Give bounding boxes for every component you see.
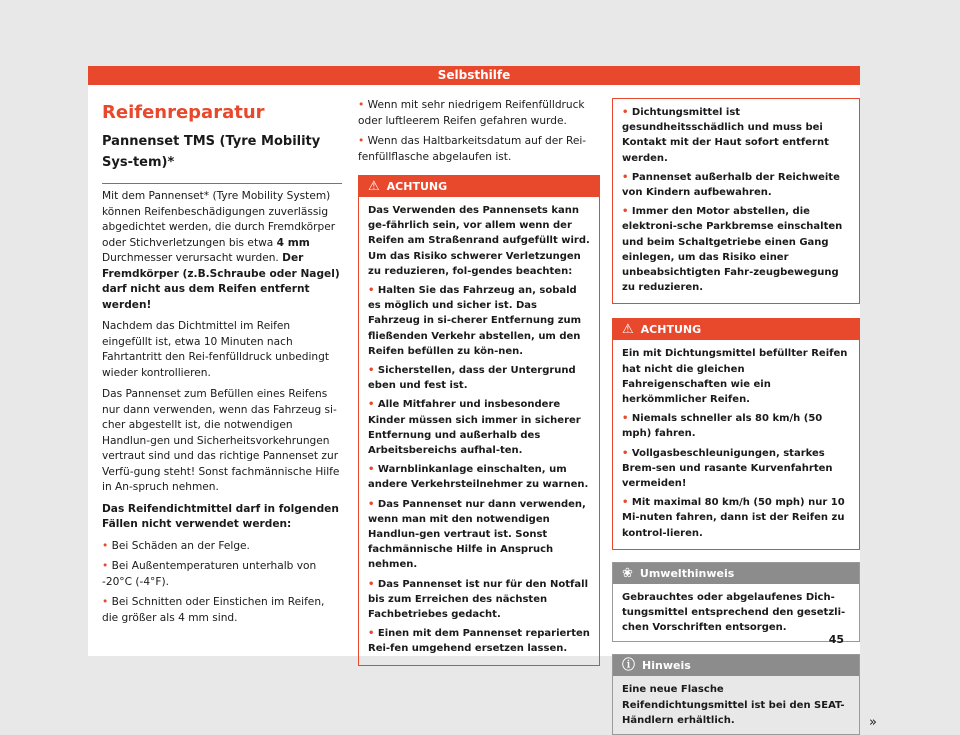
list-item: • Niemals schneller als 80 km/h (50 mph) fahren. xyxy=(622,413,823,440)
warning-body xyxy=(359,197,599,665)
leaf-icon: ❀ xyxy=(622,565,633,581)
info-icon: ⓘ xyxy=(622,658,636,674)
list-item: • Das Pannenset ist nur für den Notfall bis zum Erreichen des nächsten Fachbetriebes gedacht. xyxy=(368,578,589,621)
environment-note-box xyxy=(612,562,860,643)
list-item: • Bei Schnitten oder Einstichen im Reifen, die größer als 4 mm sind. xyxy=(102,596,325,624)
list-item: • Bei Außentemperaturen unterhalb von -20°C (-4°F). xyxy=(102,560,317,588)
warning-box xyxy=(358,175,600,666)
column-1 xyxy=(102,98,342,631)
list-item: • Wenn mit sehr niedrigem Reifenfülldruck oder luftleerem Reifen gefahren wurde. xyxy=(358,99,585,127)
warning-triangle-icon: ⚠ xyxy=(622,322,634,338)
warning-box-2 xyxy=(612,318,860,549)
note-header: ⓘ Hinweis xyxy=(613,655,859,676)
environment-header: ❀ Umwelthinweis xyxy=(613,563,859,584)
list-item: • Mit maximal 80 km/h (50 mph) nur 10 Mi-nuten fahren, dann ist der Reifen zu kontrol-lieren. xyxy=(622,497,845,539)
column-3 xyxy=(612,98,877,735)
list-item: • Einen mit dem Pannenset reparierten Rei-fen umgehend ersetzen lassen. xyxy=(368,628,590,655)
warning-body xyxy=(613,340,859,548)
paragraph-usage: Das Pannenset zum Befüllen eines Reifens nur dann verwenden, wenn das Fahrzeug si-cher abgestellt ist, die notwendigen Handlun-gen und Sicherheitsvorkehrungen vertraut sind und das richtige Pannenset zur Verfü-gung steht! Sonst fachmännische Hilfe in An-spruch nehmen. xyxy=(102,388,340,493)
list-item: • Warnblinkanlage einschalten, um andere Verkehrsteilnehmer zu warnen. xyxy=(368,464,589,491)
manual-page xyxy=(88,66,877,730)
page-title: Reifenreparatur xyxy=(102,102,265,123)
list-item: • Immer den Motor abstellen, die elektroni-sche Parkbremse einschalten und beim Schaltgetriebe einen Gang einlegen, um das Risiko einer unbeabsichtigten Fahr-zeugbewegung zu reduzieren. xyxy=(622,206,843,294)
environment-body: Gebrauchtes oder abgelaufenes Dich-tungsmittel entsprechend den gesetzli-chen Vorschriften entsorgen. xyxy=(622,591,846,634)
warning-intro: Das Verwenden des Pannensets kann ge-fährlich sein, vor allem wenn der Reifen am Straßenrand aufgefüllt wird. Um das Risiko schwerer Verletzungen zu reduzieren, fol-gendes beachten: xyxy=(368,205,590,277)
list-item: • Sicherstellen, dass der Untergrund eben und fest ist. xyxy=(368,365,576,392)
list-item: • Halten Sie das Fahrzeug an, sobald es möglich und sicher ist. Das Fahrzeug in si-cherer Entfernung zum fließenden Verkehr abstellen, um den Reifen befüllen zu kön-nen. xyxy=(368,285,582,357)
warning-triangle-icon: ⚠ xyxy=(368,179,380,194)
list-item: • Das Pannenset nur dann verwenden, wenn man mit den notwendigen Handlun-gen vertraut ist. Sonst fachmännische Hilfe in Anspruch nehmen. xyxy=(368,498,586,571)
list-item: • Bei Schäden an der Felge. xyxy=(102,539,250,552)
intro-paragraph: Mit dem Pannenset* (Tyre Mobility System) können Reifenbeschädigungen zuverlässig abgedichtet werden, die durch Fremdkörper oder Stichverletzungen bis etwa 4 mm Durchmesser verursacht wurden. Der Fremdkörper (z.B.Schraube oder Nagel) darf nicht aus dem Reifen entfernt werden! xyxy=(102,190,340,311)
section-subtitle: Pannenset TMS (Tyre Mobility Sys-tem)* xyxy=(102,131,342,184)
warning-header: ⚠ ACHTUNG xyxy=(613,319,859,340)
warning-intro: Ein mit Dichtungsmittel befüllter Reifen hat nicht die gleichen Fahreigenschaften wie ein herkömmlicher Reifen. xyxy=(622,348,848,406)
list-item: • Dichtungsmittel ist gesundheitsschädlich und muss bei Kontakt mit der Haut sofort entfernt werden. xyxy=(622,107,829,164)
continue-arrow-icon: » xyxy=(869,714,877,730)
list-item: • Alle Mitfahrer und insbesondere Kinder müssen sich immer in sicherer Entfernung und außerhalb des Arbeitsbereichs aufhal-ten. xyxy=(368,399,581,457)
column-2 xyxy=(358,98,600,666)
section-header: Selbsthilfe xyxy=(88,66,860,85)
info-note-box xyxy=(612,654,877,735)
list-item: • Pannenset außerhalb der Reichweite von Kindern aufbewahren. xyxy=(622,171,840,199)
page-number: 45 xyxy=(828,633,844,646)
paragraph-check-pressure: Nachdem das Dichtmittel im Reifen eingefüllt ist, etwa 10 Minuten nach Fahrtantritt den Rei-fenfülldruck unbedingt wieder kontrollieren. xyxy=(102,320,330,379)
warning-continuation xyxy=(612,98,860,304)
note-body: Eine neue Flasche Reifendichtungsmittel ist bei den SEAT-Händlern erhältlich. xyxy=(622,684,845,726)
list-item: • Vollgasbeschleunigungen, starkes Brem-sen und rasante Kurvenfahrten vermeiden! xyxy=(622,447,833,490)
paragraph-restrictions: Das Reifendichtmittel darf in folgenden Fällen nicht verwendet werden: xyxy=(102,502,339,530)
list-item: • Wenn das Haltbarkeitsdatum auf der Rei-fenfüllflasche abgelaufen ist. xyxy=(358,135,587,163)
warning-header: ⚠ ACHTUNG xyxy=(359,176,599,197)
